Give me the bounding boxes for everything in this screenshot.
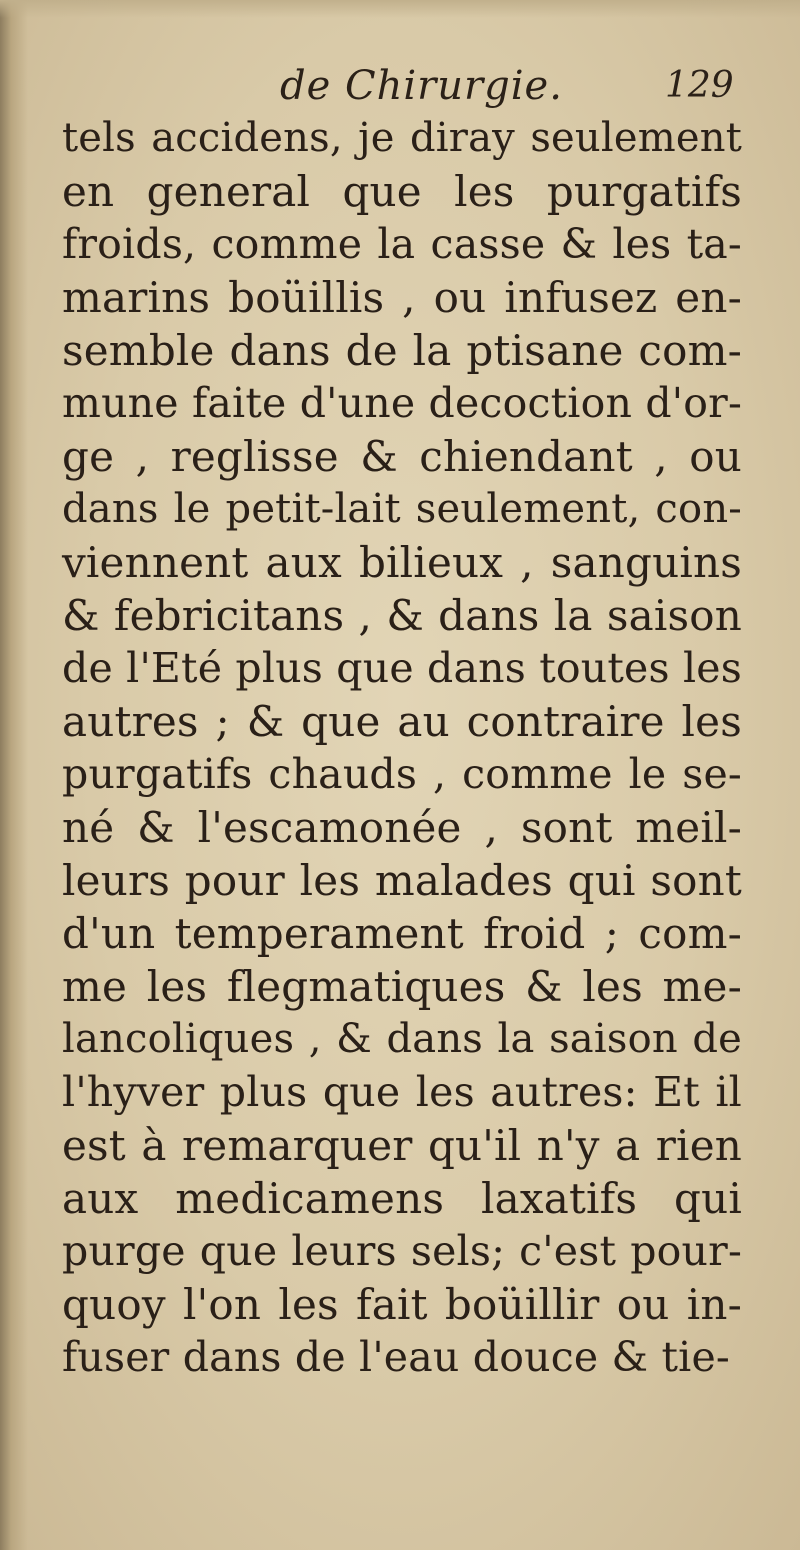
text-line: purgatifs chauds , comme le se- <box>62 750 742 798</box>
text-line: mune faite d'une decoction d'or- <box>62 379 742 427</box>
page-top-edge <box>0 0 800 18</box>
text-line: est à remarquer qu'il n'y a rien <box>62 1121 742 1170</box>
text-line: né & l'escamonée , sont meil- <box>62 803 742 852</box>
text-line: lancoliques , & dans la saison de <box>62 1016 742 1062</box>
text-line: viennent aux bilieux , sanguins <box>62 538 742 587</box>
text-line: autres ; & que au contraire les <box>62 697 742 746</box>
text-line: semble dans de la ptisane com- <box>62 326 742 375</box>
text-line: me les flegmatiques & les me- <box>62 962 742 1011</box>
text-line: leurs pour les malades qui sont <box>62 856 742 905</box>
text-line: l'hyver plus que les autres: Et il <box>62 1068 742 1116</box>
text-line: tels accidens, je diray seulement <box>62 115 742 161</box>
body-text <box>62 112 742 1384</box>
text-line: & febricitans , & dans la saison <box>62 591 742 640</box>
text-line: quoy l'on les fait boüillir ou in- <box>62 1280 742 1329</box>
text-line: ge , reglisse & chiendant , ou <box>62 432 742 481</box>
running-head <box>60 62 760 110</box>
text-line: purge que leurs sels; c'est pour- <box>62 1227 742 1275</box>
text-line: froids, comme la casse & les ta- <box>62 220 742 268</box>
text-line: en general que les purgatifs <box>62 167 742 216</box>
text-line: aux medicamens laxatifs qui <box>62 1174 742 1223</box>
text-line: de l'Eté plus que dans toutes les <box>62 644 742 692</box>
binding-gutter <box>0 0 28 1550</box>
text-line: marins boüillis , ou infusez en- <box>62 273 742 322</box>
running-title: de Chirurgie. <box>280 63 563 109</box>
text-line: d'un temperament froid ; com- <box>62 909 742 958</box>
page-number: 129 <box>665 65 734 106</box>
text-line: fuser dans de l'eau douce & tie- <box>62 1333 730 1381</box>
text-line: dans le petit-lait seulement, con- <box>62 486 742 532</box>
